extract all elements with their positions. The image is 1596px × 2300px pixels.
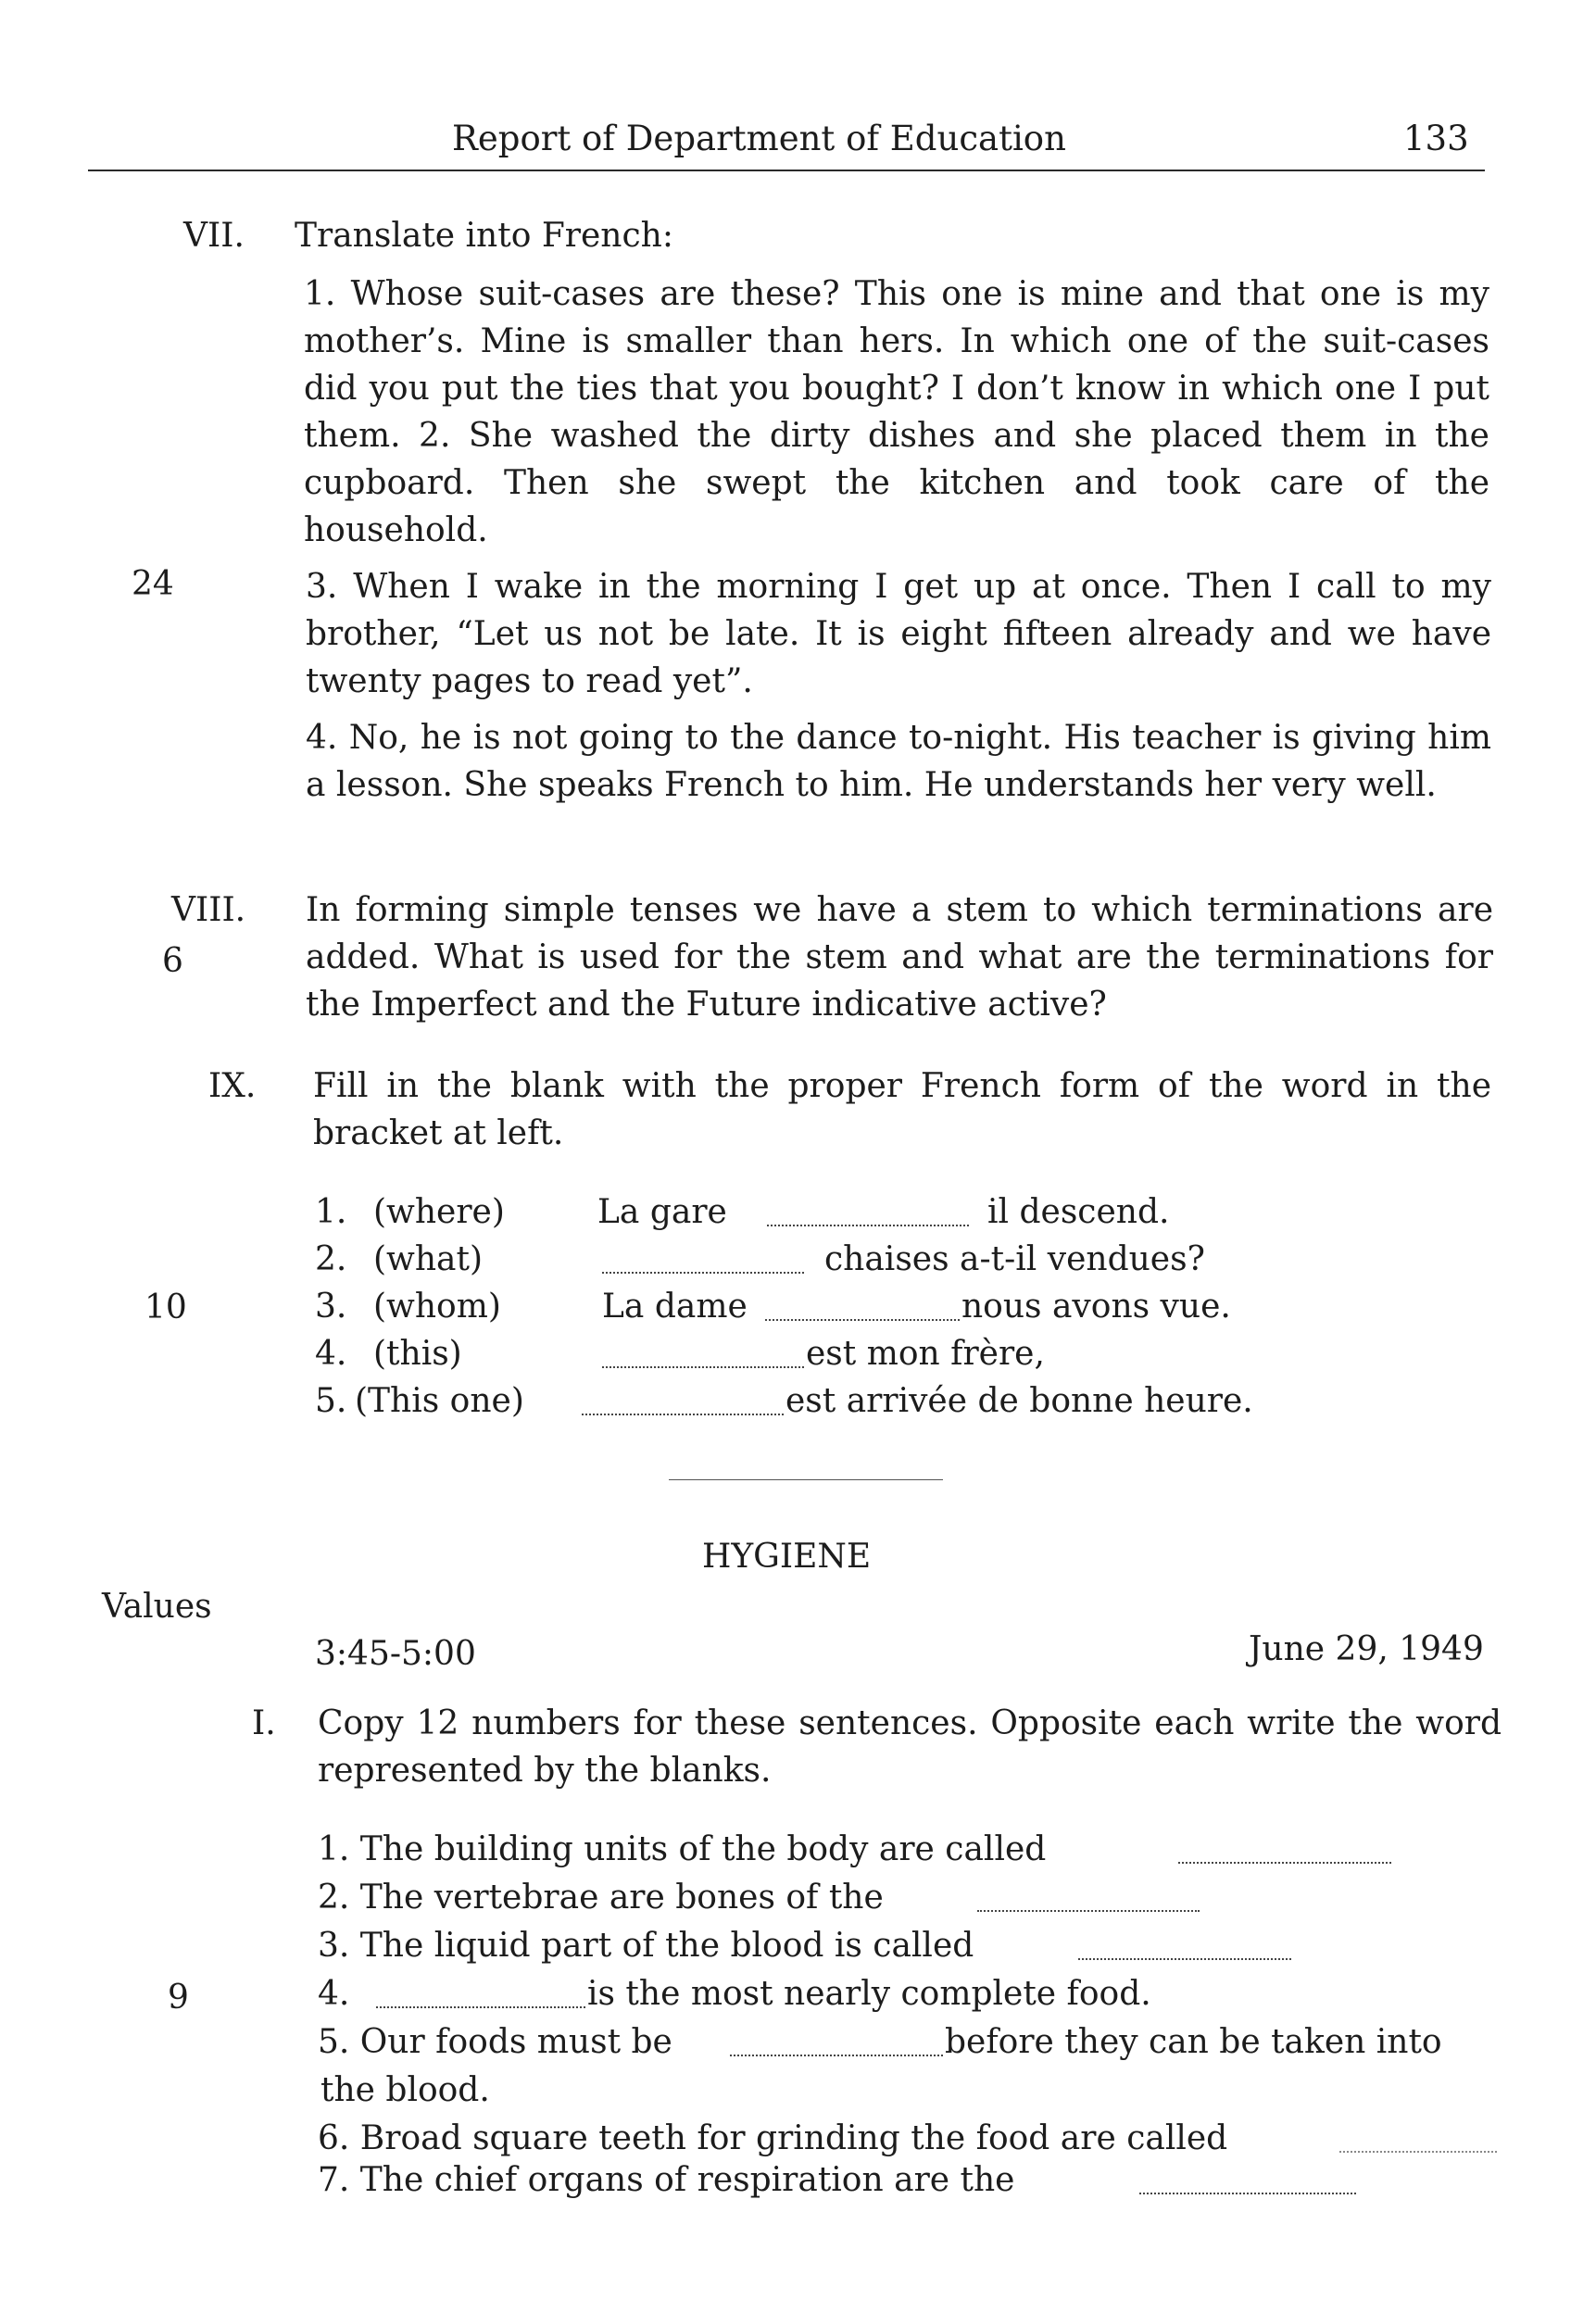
item-text: 6. Broad square teeth for grinding the food are called [318,2119,1228,2157]
page-number: 133 [1403,119,1469,158]
blank-line [977,1910,1200,1912]
blank-line [765,1319,960,1321]
question-7-numeral: VII. [183,217,245,255]
question-7-value: 24 [132,565,174,603]
blank-line [376,2006,585,2008]
blank-line [730,2055,943,2056]
blank-line [1339,2151,1497,2153]
item-before: La dame [602,1288,748,1326]
question-9-numeral: IX. [208,1067,257,1105]
item-text: 1. The building units of the body are called [318,1830,1047,1868]
question-9-text: Fill in the blank with the proper French form of the word in the bracket at left. [313,1067,1491,1152]
item-text: 5. Our foods must be [318,2023,672,2061]
hygiene-question-1-value: 9 [168,1979,189,2017]
item-text: 4. [318,1975,350,2013]
blank-line [1078,1958,1291,1960]
item-text: 2. The vertebrae are bones of the [318,1879,884,1917]
exam-time: 3:45-5:00 [315,1635,476,1673]
question-7-paragraph-3: 4. No, he is not going to the dance to-night. His teacher is giving him a lesson. She speaks French to him. He understands her very well. [306,719,1491,804]
hygiene-question-1-text: Copy 12 numbers for these sentences. Opposite each write the word represented by the blanks. [318,1704,1502,1790]
item-hint: (This one) [355,1382,524,1420]
question-8-text: In forming simple tenses we have a stem to which terminations are added. What is used for the stem and what are the terminations for the Imperfect and the Future indicative active? [306,891,1493,1024]
blank-line [602,1366,804,1368]
hygiene-question-1-numeral: I. [252,1704,276,1742]
item-after: nous avons vue. [961,1288,1231,1326]
item-text: before they can be taken into [945,2023,1442,2061]
item-hint: (this) [373,1335,462,1373]
item-number: 5. [315,1382,347,1420]
blank-line [582,1414,784,1415]
blank-line [1178,1862,1391,1864]
item-after: est mon frère, [806,1335,1045,1373]
item-text: 7. The chief organs of respiration are the [318,2161,1015,2199]
question-8-value: 6 [162,942,183,980]
item-number: 1. [315,1193,347,1231]
item-number: 2. [315,1240,347,1278]
item-after: chaises a-t-il vendues? [824,1240,1205,1278]
item-number: 3. [315,1288,347,1326]
question-8-numeral: VIII. [171,891,246,929]
question-7-paragraph-1: 1. Whose suit-cases are these? This one is mine and that one is my mother’s. Mine is smaller than hers. In which one of the suit-cases did you put the ties that you bought? I don’t know in which one I put them. 2. She washed the dirty dishes and she placed them in the cupboard. Then she swept the kitchen and took care of the household. [304,275,1489,549]
running-header-title: Report of Department of Education [452,119,1066,158]
exam-date: June 29, 1949 [1249,1630,1484,1668]
item-after: il descend. [987,1193,1170,1231]
section-divider [669,1479,943,1480]
item-number: 4. [315,1335,347,1373]
item-hint: (whom) [373,1288,501,1326]
item-text: the blood. [320,2071,490,2109]
values-label: Values [102,1588,212,1626]
question-9-value: 10 [145,1288,187,1326]
question-7-paragraph-2: 3. When I wake in the morning I get up at once. Then I call to my brother, “Let us not be late. It is eight fifteen already and we have twenty pages to read yet”. [306,568,1491,700]
item-after: est arrivée de bonne heure. [785,1382,1253,1420]
header-rule [88,170,1485,171]
item-before: La gare [597,1193,727,1231]
blank-line [767,1225,969,1226]
item-hint: (where) [373,1193,505,1231]
question-7-heading: Translate into French: [295,217,673,255]
section-title-hygiene: HYGIENE [702,1538,872,1576]
item-text: 3. The liquid part of the blood is called [318,1927,974,1965]
item-hint: (what) [373,1240,484,1278]
item-text: is the most nearly complete food. [587,1975,1151,2013]
blank-line [1139,2193,1356,2194]
blank-line [602,1272,804,1274]
